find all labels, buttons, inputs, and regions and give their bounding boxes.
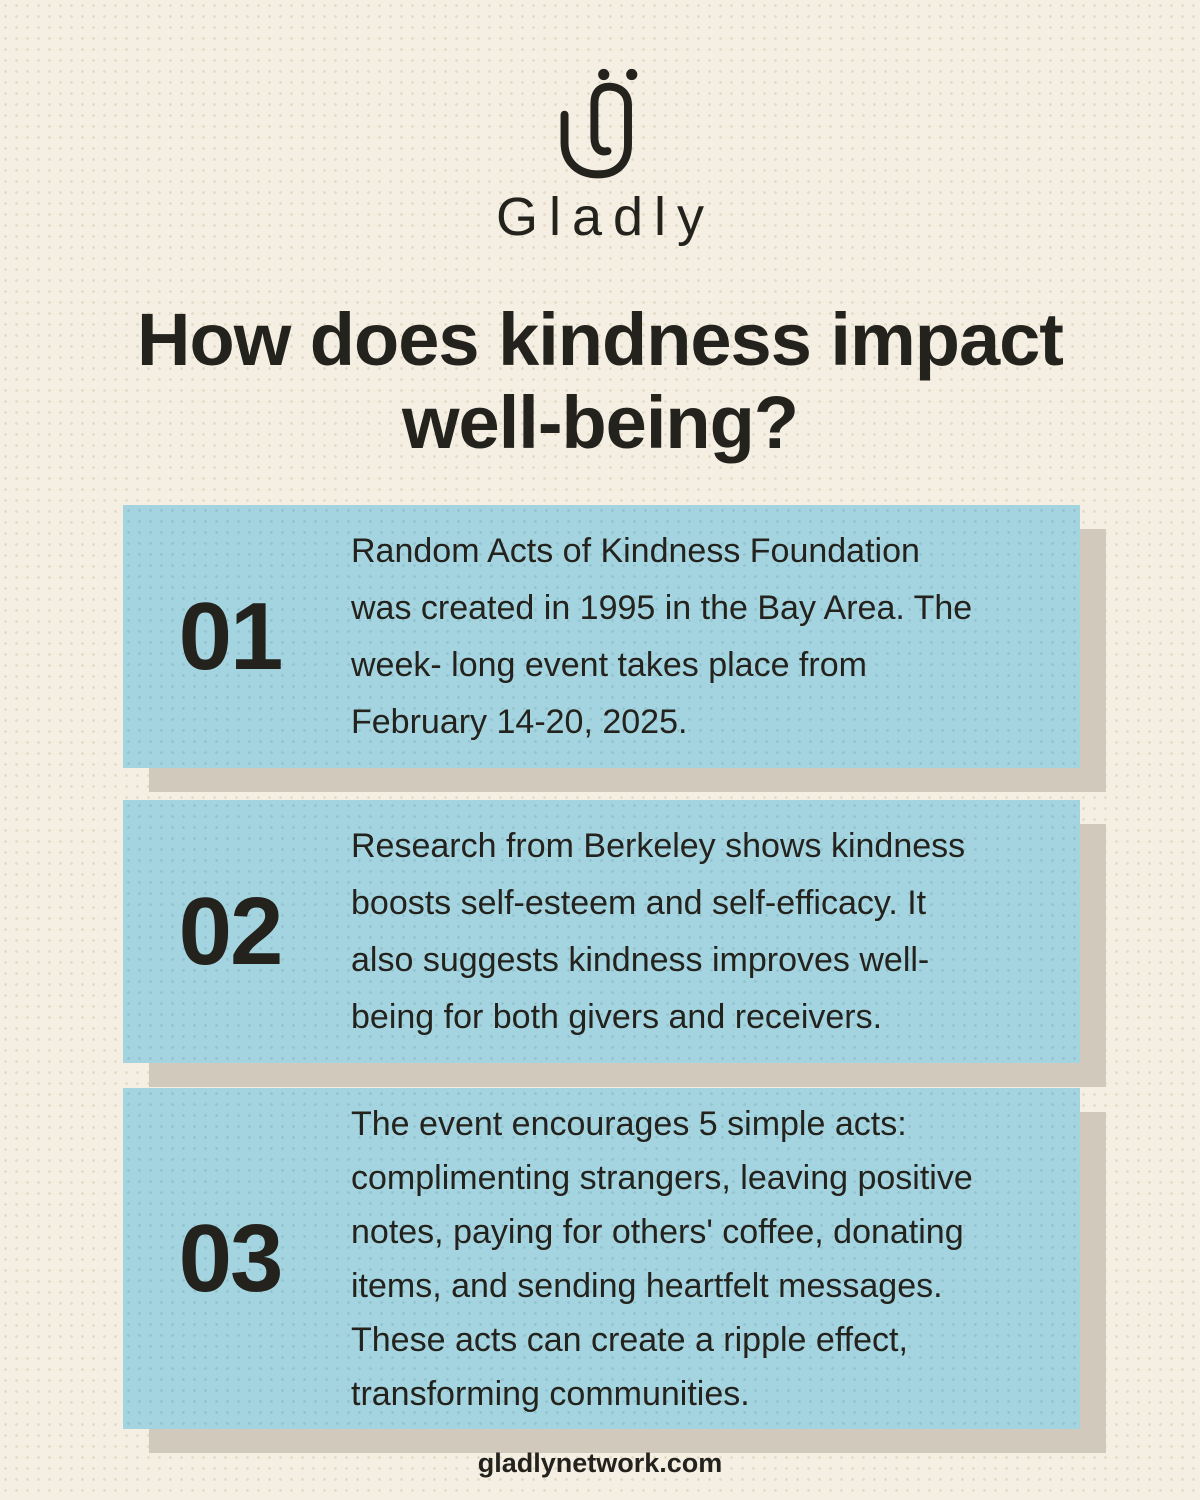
page-title-line-2: well-being? (402, 381, 798, 464)
card-text-line: complimenting strangers, leaving positive (351, 1158, 973, 1197)
card-text-line: also suggests kindness improves well- (351, 940, 930, 979)
page-title-line-1: How does kindness impact (137, 298, 1063, 381)
card-text-line: being for both givers and receivers. (351, 997, 883, 1036)
card-number: 03 (178, 1204, 282, 1312)
paperclip-smiley-icon (551, 68, 649, 180)
card-text (337, 1087, 1080, 1431)
card-text (337, 808, 1080, 1056)
card-text-line: Random Acts of Kindness Foundation (351, 531, 920, 570)
card-text-line: boosts self-esteem and self-efficacy. It (351, 883, 927, 922)
card-number: 02 (178, 877, 282, 985)
card-text-line: items, and sending heartfelt messages. (351, 1266, 943, 1305)
fact-card-02 (123, 800, 1080, 1063)
page-title (0, 298, 1200, 464)
fact-card-01 (123, 505, 1080, 768)
card-text-line: The event encourages 5 simple acts: (351, 1104, 907, 1143)
card-text (337, 513, 1080, 761)
card-text-line: notes, paying for others' coffee, donating (351, 1212, 964, 1251)
card-text-line: February 14-20, 2025. (351, 702, 688, 741)
card-text-line: Research from Berkeley shows kindness (351, 826, 966, 865)
card-text-line: These acts can create a ripple effect, (351, 1320, 908, 1359)
card-text-line: transforming communities. (351, 1374, 750, 1413)
card-number: 01 (178, 582, 282, 690)
card-text-line: was created in 1995 in the Bay Area. The (351, 588, 973, 627)
website-url: gladlynetwork.com (477, 1448, 723, 1478)
card-text-line: week- long event takes place from (351, 645, 867, 684)
fact-card-03 (123, 1088, 1080, 1429)
brand-wordmark: Gladly (495, 187, 716, 247)
